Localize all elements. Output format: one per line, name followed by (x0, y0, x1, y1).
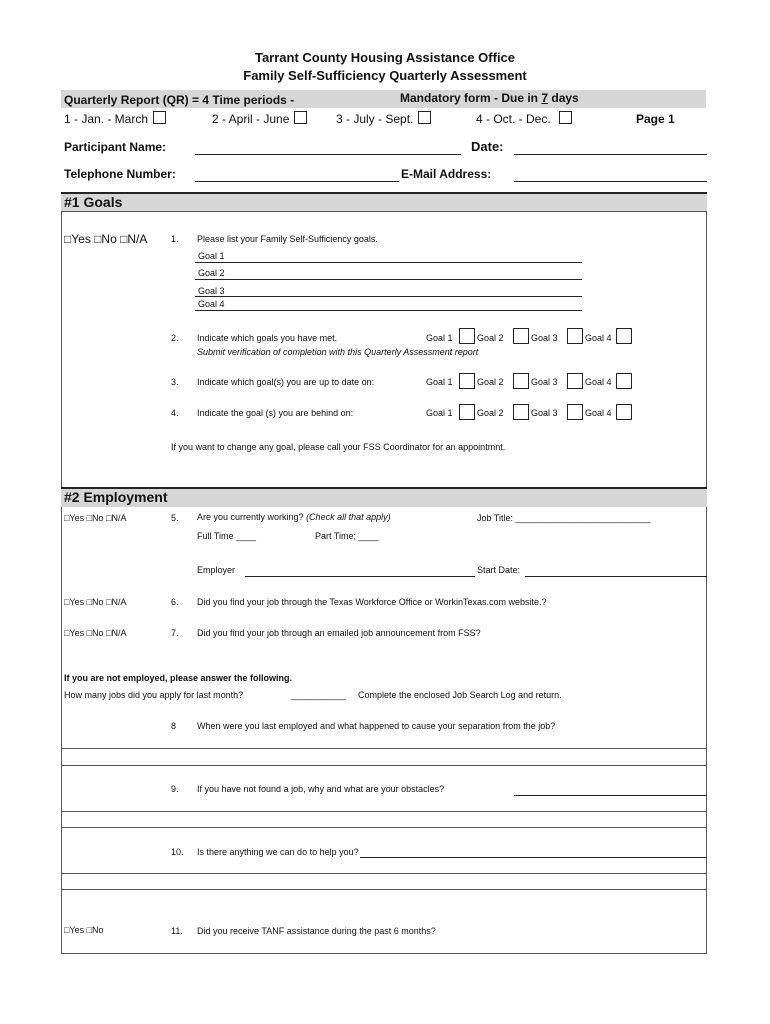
form-subtitle: Family Self-Sufficiency Quarterly Assessment (243, 68, 527, 83)
job-search-log-note: Complete the enclosed Job Search Log and return. (358, 690, 562, 700)
quarter-1-label: 1 - Jan. - March (64, 112, 149, 126)
q6-number: 6. (171, 597, 179, 607)
email-field[interactable] (514, 181, 707, 182)
q3-text: Indicate which goal(s) you are up to date on: (197, 377, 375, 387)
q8-answer-line-2[interactable] (61, 765, 707, 766)
q1-number: 1. (171, 234, 179, 244)
q2-goal-1-label: Goal 1 (426, 333, 453, 343)
q9-answer-line-1[interactable] (61, 811, 707, 812)
q11-text: Did you receive TANF assistance during the past 6 months? (197, 926, 436, 936)
q8-answer-line-1[interactable] (61, 748, 707, 749)
q2-number: 2. (171, 333, 179, 343)
job-title-field[interactable]: Job Title: ___________________________ (477, 513, 651, 523)
form-border-right (706, 192, 707, 953)
quarter-label: Quarterly Report (QR) = 4 Time periods - (64, 93, 295, 107)
q10-number: 10. (171, 847, 184, 857)
goal-1-line-label: Goal 1 (198, 251, 225, 261)
q2-goal-2-checkbox[interactable] (513, 328, 529, 344)
goal-2-field[interactable] (195, 279, 582, 280)
participant-name-label: Participant Name: (64, 140, 167, 154)
q10-answer-line-1[interactable] (61, 873, 707, 874)
q2-text: Indicate which goals you have met. (197, 333, 338, 343)
telephone-label: Telephone Number: (64, 167, 176, 181)
q9-inline-field[interactable] (514, 795, 707, 796)
participant-name-field[interactable] (195, 154, 461, 155)
q11-number: 11. (171, 926, 183, 936)
q3-number: 3. (171, 377, 179, 387)
goal-3-line-label: Goal 3 (198, 286, 225, 296)
q8-number: 8 (171, 721, 177, 731)
q2-subtext: Submit verification of completion with this Quarterly Assessment report (197, 347, 479, 357)
q2-goal-2-label: Goal 2 (477, 333, 504, 343)
not-employed-heading: If you are not employed, please answer the following. (64, 673, 293, 683)
q5-number: 5. (171, 513, 179, 523)
q6-text: Did you find your job through the Texas Workforce Office or WorkinTexas.com website.? (197, 597, 547, 607)
form-border-left (61, 192, 62, 953)
goals-header-bar (61, 192, 707, 212)
quarter-3-label: 3 - July - Sept. (336, 112, 414, 126)
goal-1-field[interactable] (195, 262, 582, 263)
q1-text: Please list your Family Self-Sufficiency goals. (197, 234, 378, 244)
q9-number: 9. (171, 784, 179, 794)
q4-goal-4-label: Goal 4 (585, 408, 612, 418)
q2-goal-3-checkbox[interactable] (567, 328, 583, 344)
q5-yes-no-na[interactable]: □Yes □No □N/A (64, 513, 127, 523)
q10-text: Is there anything we can do to help you? (197, 847, 359, 857)
jobs-applied-label: How many jobs did you apply for last month? (64, 690, 244, 700)
q2-goal-3-label: Goal 3 (531, 333, 558, 343)
q10-answer-line-2[interactable] (61, 889, 707, 890)
form-border-bottom (61, 953, 707, 954)
q3-goal-4-label: Goal 4 (585, 377, 612, 387)
q5-text: Are you currently working? (Check all that apply) (197, 512, 391, 522)
employer-label: Employer (197, 565, 236, 575)
quarter-4-checkbox[interactable] (559, 111, 572, 124)
form-title: Tarrant County Housing Assistance Office (254, 50, 516, 65)
date-field[interactable] (514, 154, 707, 155)
goal-2-line-label: Goal 2 (198, 268, 225, 278)
q4-goal-3-label: Goal 3 (531, 408, 558, 418)
q10-inline-field[interactable] (360, 857, 707, 858)
q4-goal-4-checkbox[interactable] (616, 404, 632, 420)
start-date-field[interactable] (525, 576, 707, 577)
date-label: Date: (471, 139, 504, 154)
q2-goal-4-checkbox[interactable] (616, 328, 632, 344)
q2-goal-4-label: Goal 4 (585, 333, 612, 343)
mandatory-note: Mandatory form - Due in 7 days (400, 91, 579, 105)
q3-goal-4-checkbox[interactable] (616, 373, 632, 389)
telephone-field[interactable] (195, 181, 399, 182)
full-time-field[interactable]: Full Time ____ (197, 531, 257, 541)
q4-goal-1-label: Goal 1 (426, 408, 453, 418)
q6-yes-no-na[interactable]: □Yes □No □N/A (64, 597, 127, 607)
q4-number: 4. (171, 408, 179, 418)
goals-header: #1 Goals (64, 194, 123, 210)
q7-yes-no-na[interactable]: □Yes □No □N/A (64, 628, 127, 638)
email-label: E-Mail Address: (401, 167, 492, 181)
q3-goal-3-label: Goal 3 (531, 377, 558, 387)
quarter-3-checkbox[interactable] (418, 111, 431, 124)
part-time-field[interactable]: Part Time; ____ (315, 531, 379, 541)
q3-goal-3-checkbox[interactable] (567, 373, 583, 389)
q8-text: When were you last employed and what happened to cause your separation from the job? (197, 721, 556, 731)
q3-goal-1-checkbox[interactable] (459, 373, 475, 389)
q4-goal-2-checkbox[interactable] (513, 404, 529, 420)
q4-text: Indicate the goal (s) you are behind on: (197, 408, 354, 418)
q3-goal-2-label: Goal 2 (477, 377, 504, 387)
quarter-2-checkbox[interactable] (294, 111, 307, 124)
q4-goal-1-checkbox[interactable] (459, 404, 475, 420)
quarter-1-checkbox[interactable] (153, 111, 166, 124)
quarter-2-label: 2 - April - June (212, 112, 290, 126)
page-number: Page 1 (636, 112, 675, 126)
goal-4-line-label: Goal 4 (198, 299, 225, 309)
goals-change-note: If you want to change any goal, please call your FSS Coordinator for an appointmnt. (171, 442, 506, 452)
q7-text: Did you find your job through an emailed job announcement from FSS? (197, 628, 481, 638)
jobs-applied-field[interactable]: ___________ (291, 690, 347, 700)
quarter-4-label: 4 - Oct. - Dec. (476, 112, 551, 126)
q3-goal-1-label: Goal 1 (426, 377, 453, 387)
q4-goal-2-label: Goal 2 (477, 408, 504, 418)
q9-text: If you have not found a job, why and what are your obstacles? (197, 784, 445, 794)
employment-header: #2 Employment (64, 489, 168, 505)
q2-goal-1-checkbox[interactable] (459, 328, 475, 344)
goal-3-field[interactable] (195, 296, 582, 297)
q4-goal-3-checkbox[interactable] (567, 404, 583, 420)
q9-answer-line-2[interactable] (61, 827, 707, 828)
employer-field[interactable] (245, 576, 475, 577)
goals-yes-no-na[interactable]: □Yes □No □N/A (64, 232, 148, 246)
goal-4-field[interactable] (195, 310, 582, 311)
q7-number: 7. (171, 628, 179, 638)
start-date-label: Start Date: (477, 565, 521, 575)
q3-goal-2-checkbox[interactable] (513, 373, 529, 389)
q11-yes-no[interactable]: □Yes □No (64, 925, 104, 935)
